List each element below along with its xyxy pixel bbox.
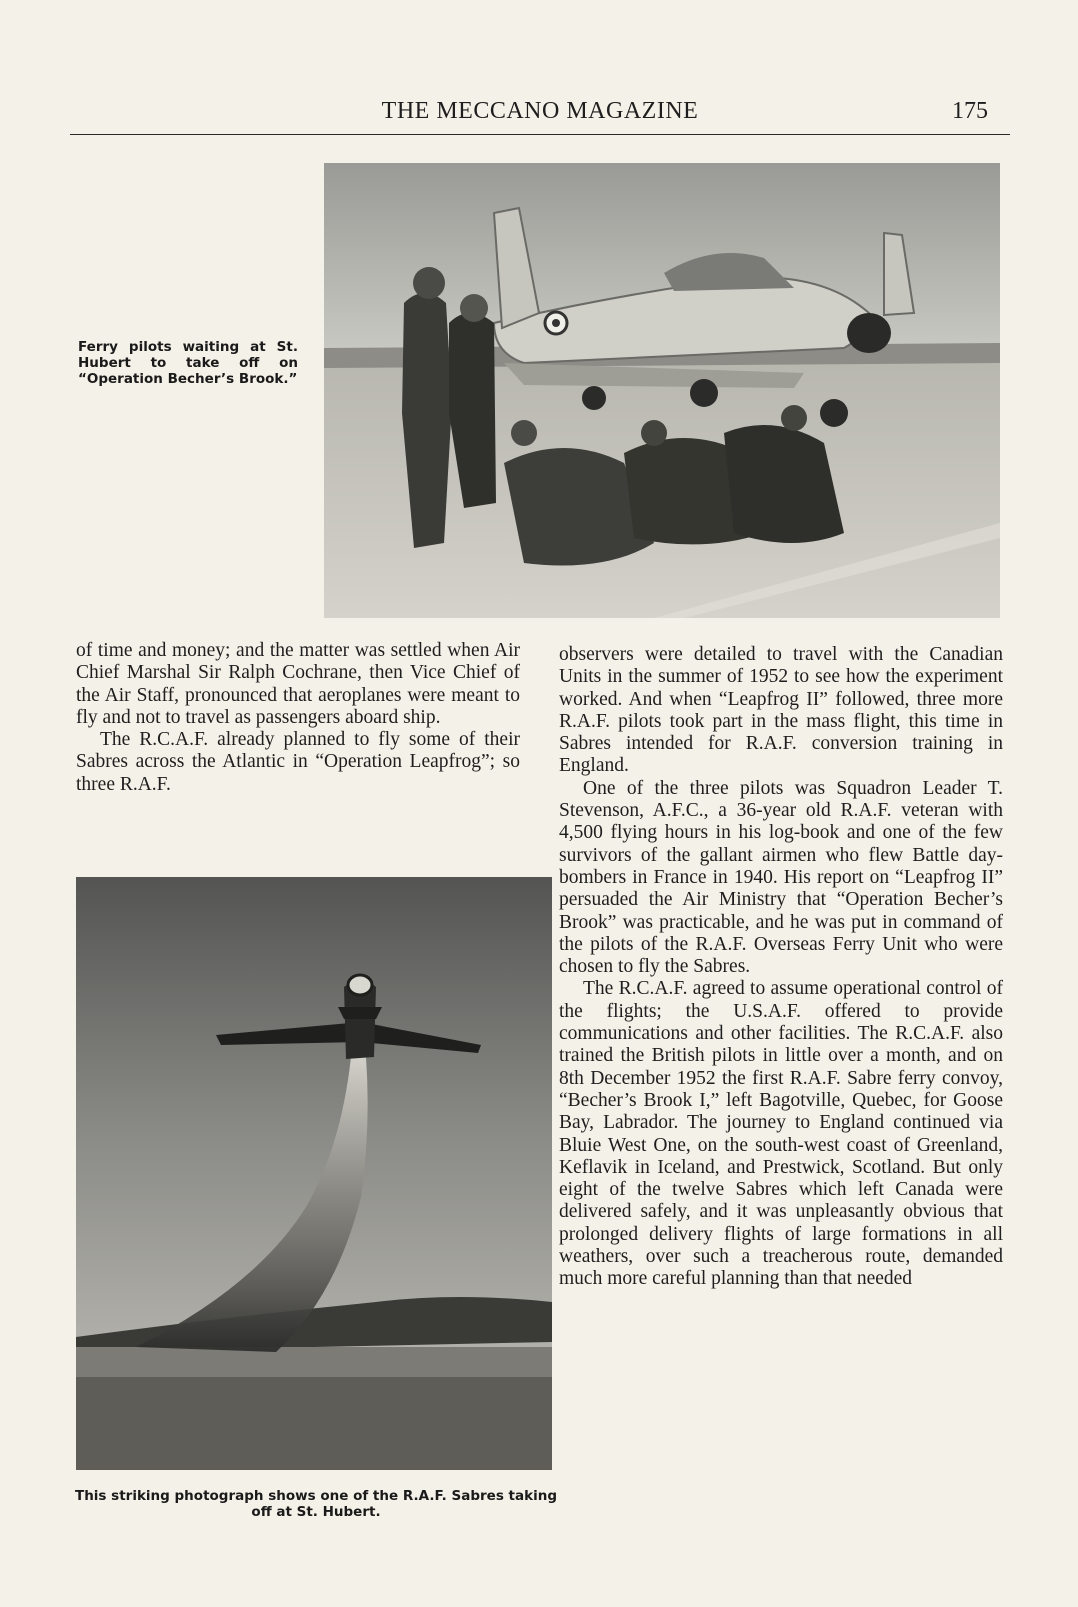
article-paragraph: of time and money; and the matter was settled when Air Chief Marshal Sir Ralph Cochrane, then Vice Chief of the Air Staff, pronounced that aeroplanes were meant to fly and not to travel as passengers aboard ship.	[76, 640, 520, 728]
photo-sabre-takeoff-image	[76, 877, 552, 1470]
photo-caption-bottom: This striking photograph shows one of the R.A.F. Sabres taking off at St. Hubert.	[74, 1488, 557, 1520]
photo-ferry-pilots-image	[324, 163, 1000, 618]
article-paragraph: The R.C.A.F. already planned to fly some of their Sabres across the Atlantic in “Operation Leapfrog”; so three R.A.F.	[76, 729, 520, 795]
article-paragraph: observers were detailed to travel with the Canadian Units in the summer of 1952 to see how the experiment worked. And when “Leapfrog II” followed, three more R.A.F. pilots took part in the mass flight, this time in Sabres intended for R.A.F. conversion training in England.	[559, 644, 1003, 777]
article-paragraph: One of the three pilots was Squadron Leader T. Stevenson, A.F.C., a 36-year old R.A.F. veteran with 4,500 flying hours in his log-book and one of the few survivors of the gallant airmen who flew Battle day-bombers in France in 1940. His report on “Leapfrog II” persuaded the Air Ministry that “Operation Becher’s Brook” was practicable, and he was put in command of the pilots of the R.A.F. Overseas Ferry Unit who were chosen to fly the Sabres.	[559, 777, 1003, 978]
article-paragraph: The R.C.A.F. agreed to assume operational control of the flights; the U.S.A.F. offered to provide communications and other facilities. The R.C.A.F. also trained the British pilots in little over a month, and on 8th December 1952 the first R.A.F. Sabre ferry convoy, “Becher’s Brook I,” left Bagotville, Quebec, for Goose Bay, Labrador. The journey to England continued via Bluie West One, on the south-west coast of Greenland, Keflavik in Iceland, and Prestwick, Scotland. But only eight of the twelve Sabres which left Canada were delivered safely, and it was unpleasantly obvious that prolonged delivery flights of large formations in all weathers, over such a treacherous route, demanded much more careful planning than that needed	[559, 978, 1003, 1290]
photo-sabre-takeoff	[76, 877, 552, 1470]
article-column-right	[559, 644, 1003, 1291]
photo-ferry-pilots	[324, 163, 1000, 618]
page-header	[70, 98, 1010, 135]
photo-caption-top: Ferry pilots waiting at St. Hubert to take off on “Operation Becher’s Brook.”	[78, 339, 298, 387]
page-number: 175	[952, 98, 988, 124]
article-column-left	[76, 640, 520, 796]
magazine-title: THE MECCANO MAGAZINE	[381, 98, 699, 124]
